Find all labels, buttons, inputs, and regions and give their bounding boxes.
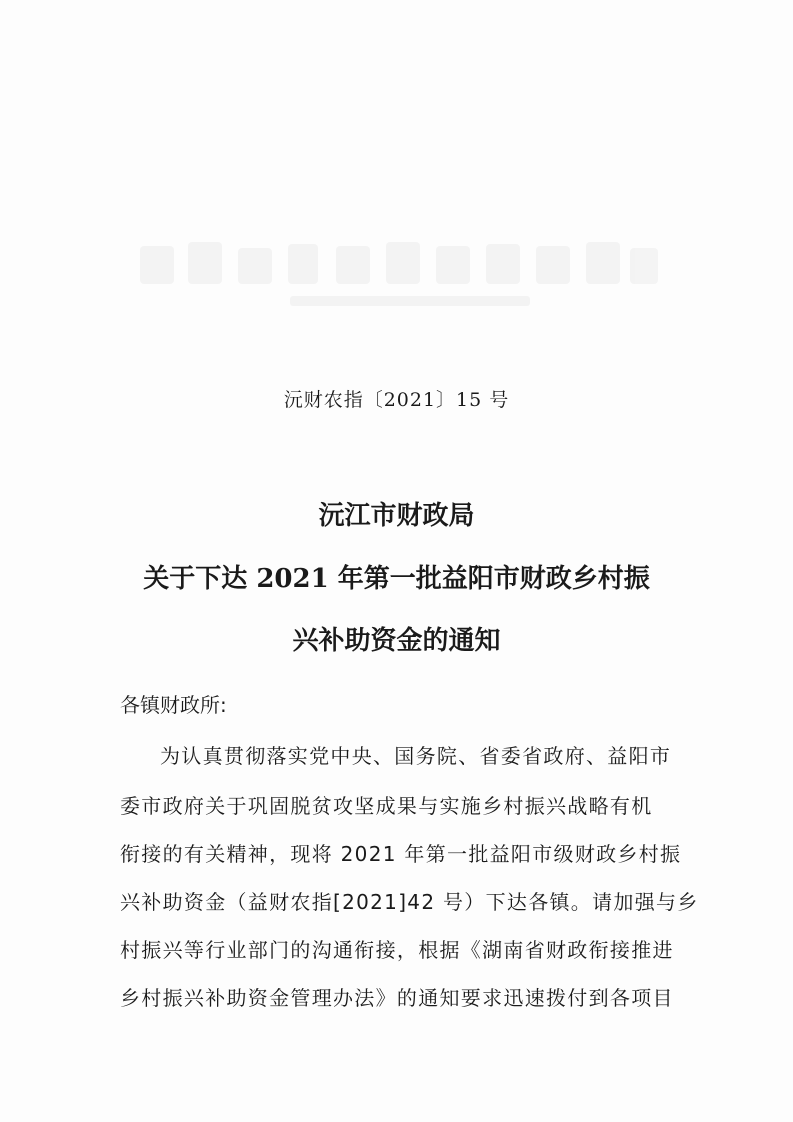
- title-line-2: 关于下达 2021 年第一批益阳市财政乡村振: [143, 564, 650, 594]
- title-line-3: 兴补助资金的通知: [292, 626, 501, 656]
- body-line-2: 委市政府关于巩固脱贫攻坚成果与实施乡村振兴战略有机: [120, 794, 653, 818]
- body-line-6: 乡村振兴补助资金管理办法》的通知要求迅速拨付到各项目: [120, 986, 674, 1010]
- body-line-5: 村振兴等行业部门的沟通衔接，根据《湖南省财政衔接推进: [120, 938, 674, 962]
- document-number: 沅财农指〔2021〕15 号: [283, 389, 510, 411]
- faded-letterhead: [140, 228, 660, 318]
- salutation: 各镇财政所:: [120, 693, 227, 717]
- body-line-1: 为认真贯彻落实党中央、国务院、省委省政府、益阳市: [160, 744, 672, 768]
- title-line-1: 沅江市财政局: [318, 501, 475, 531]
- body-line-3: 衔接的有关精神，现将 2021 年第一批益阳市级财政乡村振: [120, 842, 682, 866]
- body-line-4: 兴补助资金（益财农指[2021]42 号）下达各镇。请加强与乡: [120, 890, 699, 914]
